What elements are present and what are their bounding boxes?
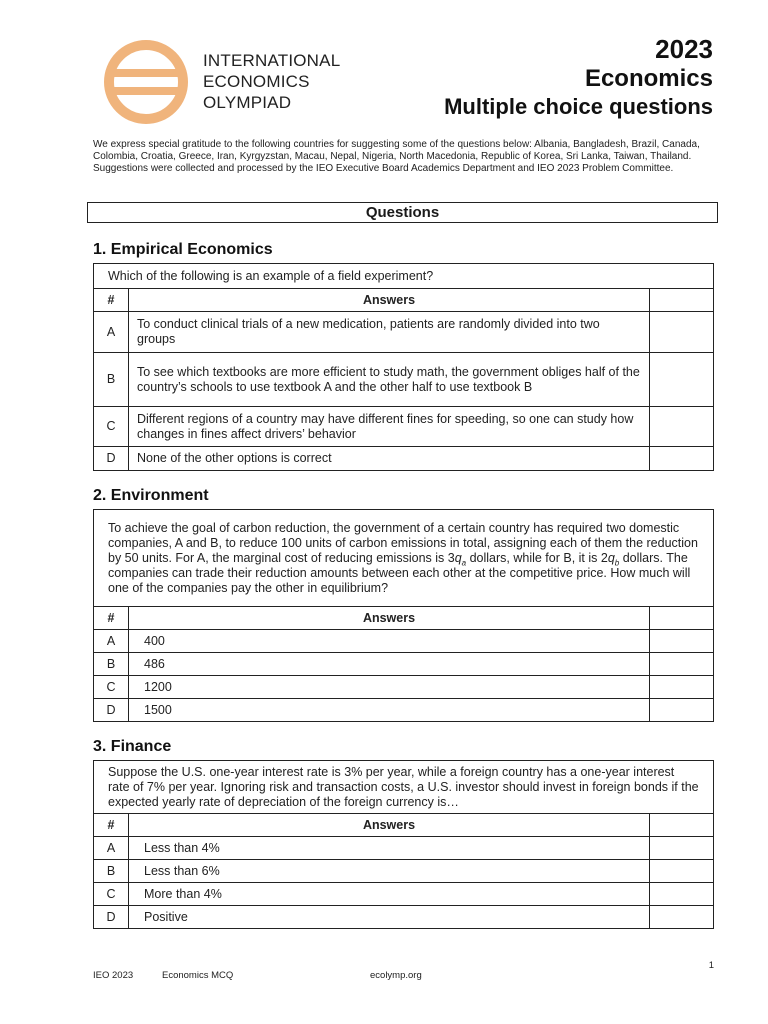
option-row (94, 407, 714, 447)
answer-mark-cell[interactable] (650, 353, 714, 407)
option-text: Positive (129, 906, 650, 929)
question-text-part: dollars. The companies can trade their reduction amounts between each other at the competitive price. How much will one of the companies pay the other in equilibrium? (108, 551, 691, 595)
option-letter: C (94, 883, 129, 906)
col-header-answers: Answers (129, 814, 650, 837)
question-text (94, 510, 714, 607)
answer-mark-cell[interactable] (650, 447, 714, 471)
answer-mark-cell[interactable] (650, 630, 714, 653)
option-letter: C (94, 407, 129, 447)
question-text-part: dollars, while for B, it is 2 (466, 551, 608, 565)
option-row (94, 860, 714, 883)
col-header-answers: Answers (129, 289, 650, 312)
title-subject: Economics (584, 65, 713, 92)
option-letter: B (94, 860, 129, 883)
col-header-number: # (94, 607, 129, 630)
answer-mark-cell[interactable] (650, 883, 714, 906)
option-text: Less than 6% (129, 860, 650, 883)
answer-mark-cell[interactable] (650, 653, 714, 676)
answer-mark-cell[interactable] (650, 676, 714, 699)
option-text: 400 (129, 630, 650, 653)
option-letter: A (94, 837, 129, 860)
footer-site: ecolymp.org (370, 970, 422, 981)
organization-name (203, 50, 340, 113)
option-text: 486 (129, 653, 650, 676)
option-letter: D (94, 447, 129, 471)
question-text: Which of the following is an example of a field experiment? (94, 264, 714, 289)
answer-mark-header (650, 289, 714, 312)
option-text: Less than 4% (129, 837, 650, 860)
option-letter: B (94, 353, 129, 407)
answer-mark-cell[interactable] (650, 906, 714, 929)
option-letter: D (94, 906, 129, 929)
option-row (94, 676, 714, 699)
option-text: None of the other options is correct (129, 447, 650, 471)
section-title-finance: 3. Finance (93, 738, 172, 755)
option-row (94, 699, 714, 722)
option-row (94, 630, 714, 653)
option-letter: B (94, 653, 129, 676)
answer-mark-cell[interactable] (650, 837, 714, 860)
footer-doc: Economics MCQ (162, 970, 234, 981)
subscript-a: a (461, 558, 467, 568)
answer-mark-header (650, 607, 714, 630)
question-table-1 (93, 263, 714, 471)
section-title-empirical-economics: 1. Empirical Economics (93, 241, 273, 258)
option-row (94, 353, 714, 407)
option-row (94, 883, 714, 906)
answer-mark-cell[interactable] (650, 312, 714, 353)
option-row (94, 312, 714, 353)
section-title-environment: 2. Environment (93, 487, 209, 504)
answer-mark-cell[interactable] (650, 699, 714, 722)
option-row (94, 906, 714, 929)
answer-mark-cell[interactable] (650, 860, 714, 883)
col-header-answers: Answers (129, 607, 650, 630)
question-table-3 (93, 760, 714, 929)
ieo-logo (104, 40, 188, 124)
col-header-number: # (94, 814, 129, 837)
option-letter: A (94, 312, 129, 353)
option-text: 1500 (129, 699, 650, 722)
question-text: Suppose the U.S. one-year interest rate is 3% per year, while a foreign country has a one-year interest rate of 7% per year. Ignoring risk and transaction costs, a U.S. investor should invest in foreign bonds if the expected yearly rate of depreciation of the foreign currency is… (94, 761, 714, 814)
subscript-b: b (614, 558, 620, 568)
org-line-3: OLYMPIAD (203, 93, 292, 112)
option-row (94, 447, 714, 471)
acknowledgement-text: We express special gratitude to the following countries for suggesting some of the questions below: Albania, Bangladesh, Brazil, Canada, Colombia, Croatia, Greece, Iran, Kyrgyzstan, Macau, Nepal, Nigeria, North Macedonia, Republic of Korea, Sri Lanka, Taiwan, Thailand. Suggestions were collected and processed by the IEO Executive Board Academics Department and IEO 2023 Problem Committee. (93, 139, 700, 174)
variable-q: q (454, 551, 462, 565)
document-title (444, 34, 713, 121)
org-line-1: INTERNATIONAL (203, 51, 341, 70)
option-row (94, 653, 714, 676)
option-text: To conduct clinical trials of a new medication, patients are randomly divided into two groups (129, 312, 650, 353)
answer-mark-header (650, 814, 714, 837)
option-row (94, 837, 714, 860)
option-text: To see which textbooks are more efficient to study math, the government obliges half of the country’s schools to use textbook A and the other half to use textbook B (129, 353, 650, 407)
option-letter: A (94, 630, 129, 653)
variable-q: q (607, 551, 615, 565)
title-doc-type: Multiple choice questions (444, 94, 713, 119)
option-letter: D (94, 699, 129, 722)
option-text: 1200 (129, 676, 650, 699)
question-text-part: To achieve the goal of carbon reduction, the government of a certain country has required two domestic companies, A and B, to reduce 100 units of carbon emissions in total, assigning each of them the reduction by 50 units. For A, the marginal cost of reducing emissions is 3 (108, 521, 698, 565)
title-year: 2023 (655, 34, 713, 64)
option-text: Different regions of a country may have different fines for speeding, so one can study how changes in fines affect drivers’ behavior (129, 407, 650, 447)
org-line-2: ECONOMICS (203, 72, 310, 91)
col-header-number: # (94, 289, 129, 312)
question-table-2 (93, 509, 714, 722)
footer-event: IEO 2023 (93, 970, 134, 981)
answer-mark-cell[interactable] (650, 407, 714, 447)
questions-banner: Questions (87, 202, 718, 223)
option-letter: C (94, 676, 129, 699)
page-number: 1 (708, 960, 714, 971)
option-text: More than 4% (129, 883, 650, 906)
